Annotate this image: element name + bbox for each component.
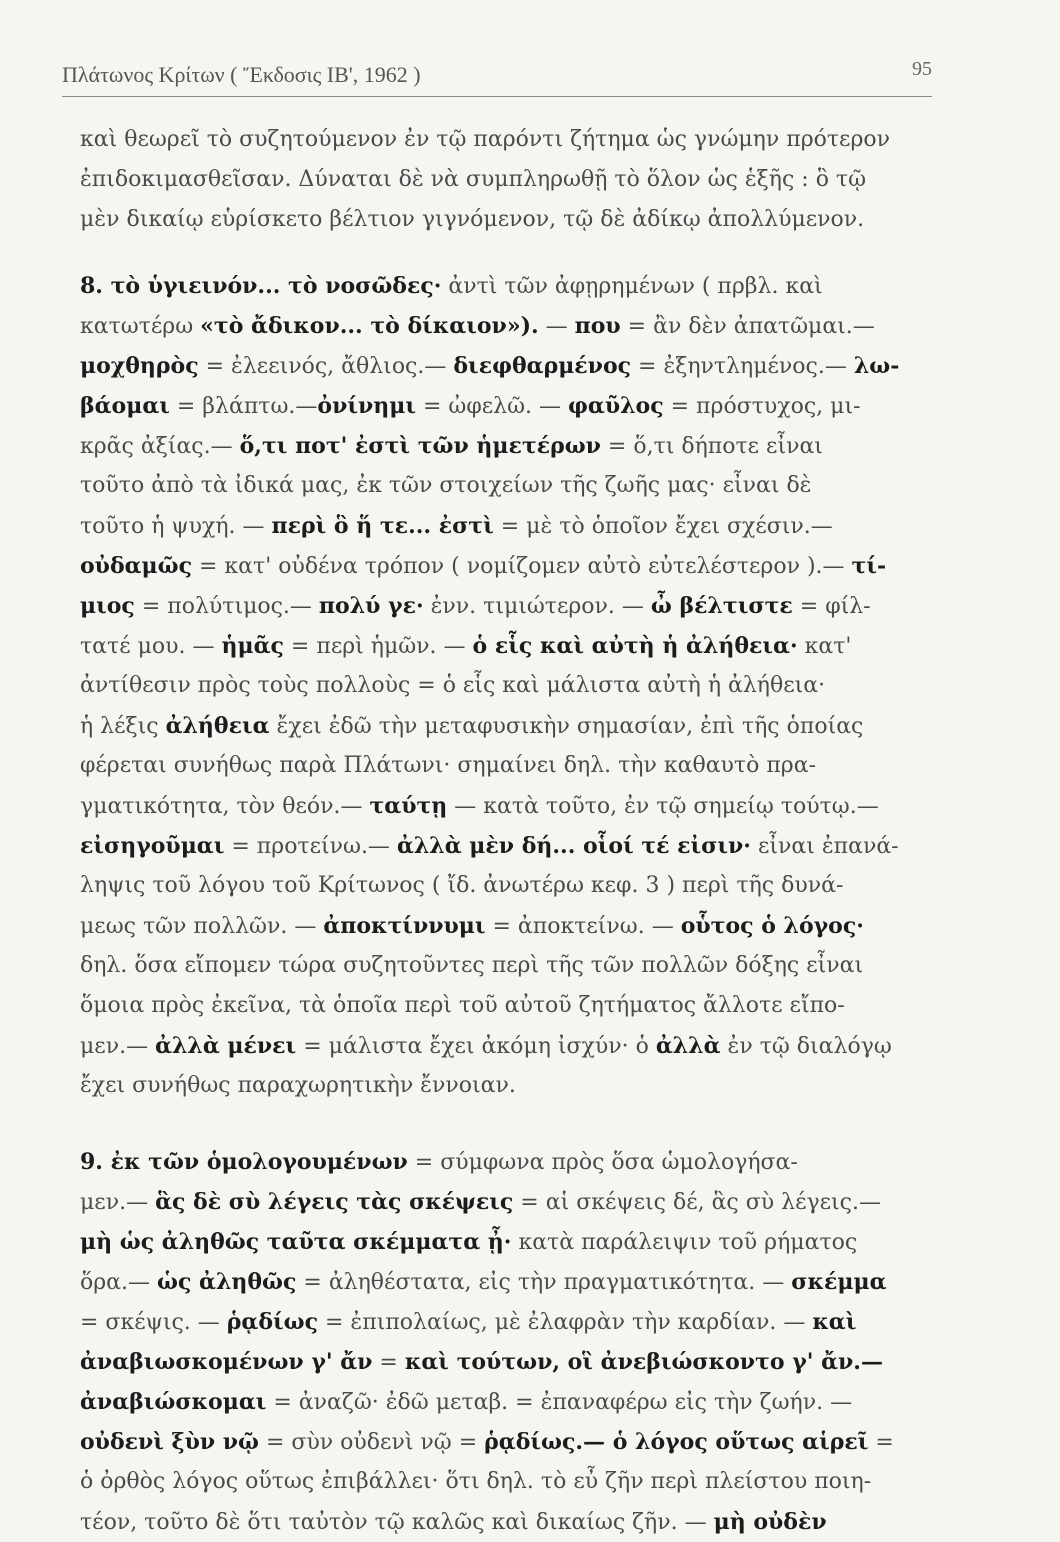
text-line — [80, 706, 932, 746]
gloss-text: κατὰ παράλειψιν τοῦ ρήματος — [511, 1230, 858, 1255]
gloss-text: γματικότητα, τὸν θεόν.— — [80, 794, 370, 819]
gloss-text: = σὺν οὐδενὶ νῷ = — [259, 1430, 485, 1455]
text-line — [80, 1462, 932, 1502]
gloss-text: ἀντὶ τῶν ἀφῃρημένων ( πρβλ. καὶ — [441, 274, 823, 299]
gloss-text: ἐνν. τιμιώτερον. — — [423, 594, 651, 619]
gloss-text: ἔχει συνήθως παραχωρητικὴν ἔννοιαν. — [80, 1073, 516, 1098]
lemma: «τὸ ἄδικον... τὸ δίκαιον»). — [200, 313, 539, 339]
lemma: οὗτος ὁ λόγος· — [680, 913, 864, 939]
gloss-text: ἡ λέξις — [80, 714, 166, 739]
gloss-text: μεν.— — [80, 1190, 156, 1215]
gloss-text: = φίλ- — [792, 594, 871, 619]
text-line — [80, 626, 932, 666]
text-line — [80, 506, 932, 546]
text-line — [80, 1302, 932, 1342]
text-line — [80, 826, 932, 866]
text-line — [80, 1382, 932, 1422]
gloss-text: καὶ θεωρεῖ τὸ συζητούμενον ἐν τῷ παρόντι ζήτημα ὡς γνώμην πρότερον — [80, 127, 890, 152]
lemma: πολύ γε· — [318, 593, 424, 619]
gloss-text: = πολύτιμος.— — [134, 594, 319, 619]
lemma: μὴ ὡς ἀληθῶς ταῦτα σκέμματα ᾖ· — [80, 1229, 512, 1255]
text-line — [80, 266, 932, 306]
text-line — [80, 1262, 932, 1302]
gloss-text: ὅρα.— — [80, 1270, 158, 1295]
gloss-text: φέρεται συνήθως παρὰ Πλάτωνι· σημαίνει δηλ. τὴν καθαυτὸ πρα- — [80, 753, 817, 778]
gloss-text: κατ' — [797, 634, 852, 659]
text-line — [80, 426, 932, 466]
text-line — [80, 306, 932, 346]
gloss-text: μεως τῶν πολλῶν. — — [80, 914, 324, 939]
text-line — [80, 466, 932, 506]
page-number: 95 — [912, 58, 932, 80]
text-line — [80, 1142, 932, 1182]
lemma: οὐδενὶ ξὺν νῷ — [80, 1429, 259, 1455]
gloss-text: ἐν τῷ διαλόγῳ — [720, 1034, 892, 1059]
gloss-text: = ἐπιπολαίως, μὲ ἐλαφρὰν τὴν καρδίαν. — — [318, 1310, 813, 1335]
lemma: μοχθηρὸς — [80, 353, 199, 379]
lemma: ὦ βέλτιστε — [650, 593, 793, 619]
gloss-text: τατέ μου. — — [80, 634, 222, 659]
lemma: ταύτῃ — [369, 793, 448, 819]
text-line — [80, 346, 932, 386]
lemma: περὶ ὃ ἥ τε... ἐστὶ — [271, 513, 494, 539]
gloss-text: = ἐλεεινός, ἄθλιος.— — [198, 354, 454, 379]
text-line — [80, 1422, 932, 1462]
gloss-text: = ὅ,τι δήποτε εἶναι — [600, 434, 823, 459]
lemma: που — [574, 313, 621, 339]
lemma: βάομαι — [80, 393, 170, 419]
gloss-text: = ἐξηντλημένος.— — [631, 354, 854, 379]
lemma: ἀναβιώσκομαι — [80, 1389, 267, 1415]
lemma: ῥᾳδίως.— ὁ λόγος οὕτως αἱρεῖ — [484, 1429, 869, 1455]
gloss-text: = σύμφωνα πρὸς ὅσα ὡμολογήσα- — [407, 1150, 798, 1175]
text-line — [80, 906, 932, 946]
gloss-text: ἔχει ἐδῶ τὴν μεταφυσικὴν σημασίαν, ἐπὶ τῆς ὁποίας — [269, 714, 864, 739]
gloss-text: ἀντίθεσιν πρὸς τοὺς πολλοὺς = ὁ εἷς καὶ μάλιστα αὐτὴ ἡ ἀλήθεια· — [80, 673, 826, 698]
text-line — [80, 1182, 932, 1222]
gloss-text: — — [538, 314, 575, 339]
gloss-text: κρᾶς ἀξίας.— — [80, 434, 240, 459]
gloss-text: κατωτέρω — [80, 314, 201, 339]
gloss-text: δηλ. ὅσα εἴπομεν τώρα συζητοῦντες περὶ τῆς τῶν πολλῶν δόξης εἶναι — [80, 953, 864, 978]
text-line — [80, 1222, 932, 1262]
lemma: ὡς ἀληθῶς — [157, 1269, 297, 1295]
gloss-text: — κατὰ τοῦτο, ἐν τῷ σημείῳ τούτῳ.— — [447, 794, 879, 819]
commentary-text — [80, 120, 932, 1542]
text-line — [80, 1502, 932, 1542]
lemma: καὶ — [812, 1309, 857, 1335]
gloss-text: ὅμοια πρὸς ἐκεῖνα, τὰ ὁποῖα περὶ τοῦ αὐτοῦ ζητήματος ἄλλοτε εἴπο- — [80, 993, 845, 1018]
lemma: ἀλλὰ μένει — [155, 1033, 297, 1059]
gloss-text: = ὠφελῶ. — — [416, 394, 569, 419]
lemma: ὅ,τι ποτ' ἐστὶ τῶν ἡμετέρων — [239, 433, 601, 459]
gloss-text: = κατ' οὐδένα τρόπον ( νομίζομεν αὐτὸ εὐτελέστερον ).— — [192, 554, 852, 579]
lemma: ἀλήθεια — [165, 713, 270, 739]
gloss-text: = ἂν δὲν ἀπατῶμαι.— — [620, 314, 875, 339]
gloss-text: = μὲ τὸ ὁποῖον ἔχει σχέσιν.— — [493, 514, 833, 539]
gloss-text: ἐπιδοκιμασθεῖσαν. Δύναται δὲ νὰ συμπληρωθῇ τὸ ὅλον ὡς ἑξῆς : ὃ τῷ — [80, 167, 867, 192]
text-line — [80, 120, 932, 160]
lemma: ὀνίνημι — [317, 393, 416, 419]
gloss-text: μὲν δικαίῳ εὑρίσκετο βέλτιον γιγνόμενον, τῷ δὲ ἀδίκῳ ἀπολλύμενον. — [80, 207, 865, 232]
gloss-text: = ἀληθέστατα, εἰς τὴν πραγματικότητα. — — [296, 1270, 792, 1295]
text-line — [80, 866, 932, 906]
text-line — [80, 160, 932, 200]
gloss-text: τοῦτο ἡ ψυχή. — — [80, 514, 272, 539]
text-line — [80, 986, 932, 1026]
gloss-text: = βλάπτω.— — [169, 394, 318, 419]
text-line — [80, 786, 932, 826]
gloss-text: = προτείνω.— — [224, 834, 397, 859]
gloss-text: = σκέψις. — — [80, 1310, 227, 1335]
gloss-text: τοῦτο ἀπὸ τὰ ἰδικά μας, ἐκ τῶν στοιχείων τῆς ζωῆς μας· εἶναι δὲ — [80, 473, 812, 498]
gloss-text: = — [868, 1430, 894, 1455]
gloss-text: = αἱ σκέψεις δέ, ἃς σὺ λέγεις.— — [513, 1190, 881, 1215]
text-line — [80, 1342, 932, 1382]
lemma: καὶ τούτων, οἳ ἀνεβιώσκοντο γ' ἄν.— — [404, 1349, 883, 1375]
lemma: ἀλλὰ μὲν δή... οἷοί τέ εἰσιν· — [396, 833, 751, 859]
lemma: ἡμᾶς — [221, 633, 284, 659]
lemma: φαῦλος — [568, 393, 664, 419]
gloss-text: ληψις τοῦ λόγου τοῦ Κρίτωνος ( ἴδ. ἀνωτέρω κεφ. 3 ) περὶ τῆς δυνά- — [80, 873, 844, 898]
text-line — [80, 1026, 932, 1066]
lemma: διεφθαρμένος — [453, 353, 632, 379]
gloss-text: = ἀναζῶ· ἐδῶ μεταβ. = ἐπαναφέρω εἰς τὴν ζωήν. — — [266, 1390, 853, 1415]
lemma: λω- — [853, 353, 900, 379]
text-line — [80, 1066, 932, 1106]
lemma: ῥᾳδίως — [226, 1309, 319, 1335]
lemma: ὁ εἷς καὶ αὐτὴ ἡ ἀλήθεια· — [472, 633, 798, 659]
text-line — [80, 586, 932, 626]
lemma: τί- — [851, 553, 887, 579]
lemma: μιος — [80, 593, 135, 619]
page-header — [62, 58, 932, 97]
text-line — [80, 386, 932, 426]
lemma: 8. τὸ ὑγιεινόν... τὸ νοσῶδες· — [80, 273, 442, 299]
lemma: εἰσηγοῦμαι — [80, 833, 225, 859]
gloss-text: = περὶ ἡμῶν. — — [283, 634, 473, 659]
gloss-text: = — [372, 1350, 405, 1375]
text-line — [80, 746, 932, 786]
lemma: ἃς δὲ σὺ λέγεις τὰς σκέψεις — [155, 1189, 514, 1215]
running-head: Πλάτωνος Κρίτων ( Ἔκδοσις ΙΒ', 1962 ) — [62, 62, 421, 87]
lemma: ἀποκτίννυμι — [323, 913, 486, 939]
text-line — [80, 666, 932, 706]
text-line — [80, 546, 932, 586]
gloss-text: μεν.— — [80, 1034, 156, 1059]
gloss-text: = μάλιστα ἔχει ἀκόμη ἰσχύν· ὁ — [296, 1034, 656, 1059]
text-line — [80, 200, 932, 240]
gloss-text: ὁ ὀρθὸς λόγος οὕτως ἐπιβάλλει· ὅτι δηλ. τὸ εὖ ζῆν περὶ πλείστου ποιη- — [80, 1469, 872, 1494]
lemma: μὴ οὐδὲν — [713, 1509, 827, 1535]
lemma: 9. ἐκ τῶν ὁμολογουμένων — [80, 1149, 408, 1175]
gloss-text: τέον, τοῦτο δὲ ὅτι ταὐτὸν τῷ καλῶς καὶ δικαίως ζῆν. — — [80, 1510, 714, 1535]
gloss-text: = πρόστυχος, μι- — [663, 394, 861, 419]
lemma: ἀναβιωσκομένων γ' ἄν — [80, 1349, 373, 1375]
gloss-text: εἶναι ἐπανά- — [750, 834, 899, 859]
text-line — [80, 946, 932, 986]
lemma: ἀλλὰ — [655, 1033, 721, 1059]
lemma: σκέμμα — [791, 1269, 887, 1295]
gloss-text: = ἀποκτείνω. — — [485, 914, 681, 939]
lemma: οὐδαμῶς — [80, 553, 192, 579]
